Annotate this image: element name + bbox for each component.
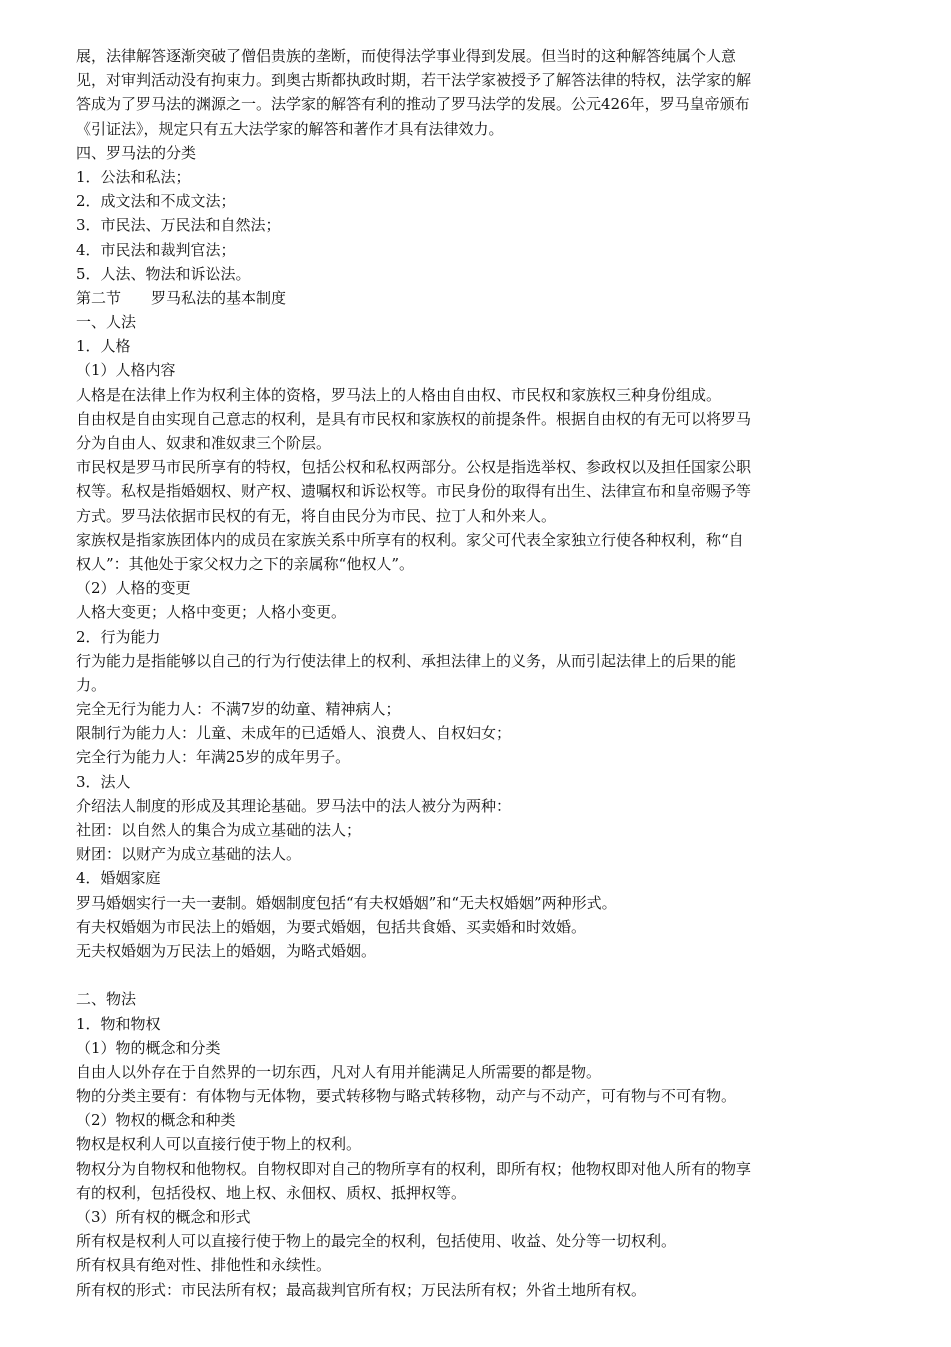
paragraph-line: 有的权利，包括役权、地上权、永佃权、质权、抵押权等。 — [76, 1183, 467, 1202]
paragraph-line: 完全无行为能力人：不满7岁的幼童、精神病人； — [76, 700, 401, 719]
subsection-heading: 4．婚姻家庭 — [76, 869, 161, 888]
subsection-heading: 2．行为能力 — [76, 627, 161, 646]
paragraph-line: 见，对审判活动没有拘束力。到奥古斯都执政时期，若干法学家被授予了解答法律的特权，法学家的解 — [76, 71, 752, 90]
paragraph-line: 所有权的形式：市民法所有权；最高裁判官所有权；万民法所有权；外省土地所有权。 — [76, 1280, 647, 1299]
paragraph-line: 方式。罗马法依据市民权的有无，将自由民分为市民、拉丁人和外来人。 — [76, 506, 557, 525]
paragraph-line: 所有权具有绝对性、排他性和永续性。 — [76, 1256, 332, 1275]
section-heading: 一、人法 — [76, 313, 137, 332]
subsubsection-heading: （3）所有权的概念和形式 — [76, 1208, 251, 1226]
paragraph-line: 权等。私权是指婚姻权、财产权、遗嘱权和诉讼权等。市民身份的取得有出生、法律宣布和皇帝赐予等 — [76, 482, 752, 501]
subsubsection-heading: （2）物权的概念和种类 — [76, 1111, 236, 1130]
paragraph-line: 限制行为能力人：儿童、未成年的已适婚人、浪费人、自权妇女； — [76, 724, 512, 743]
paragraph-line: 力。 — [76, 675, 107, 694]
paragraph-line: 介绍法人制度的形成及其理论基础。罗马法中的法人被分为两种： — [76, 796, 512, 815]
paragraph-line: 展，法律解答逐渐突破了僧侣贵族的垄断，而使得法学事业得到发展。但当时的这种解答纯属个人意 — [76, 47, 737, 65]
section-heading: 二、物法 — [76, 990, 137, 1009]
paragraph-line: 《引证法》，规定只有五大法学家的解答和著作才具有法律效力。 — [76, 119, 504, 138]
list-item: 5．人法、物法和诉讼法。 — [76, 264, 251, 283]
section-heading: 四、罗马法的分类 — [76, 143, 197, 162]
subsection-heading: 1．人格 — [76, 337, 131, 356]
paragraph-line: 行为能力是指能够以自己的行为行使法律上的权利、承担法律上的义务，从而引起法律上的后果的能 — [76, 651, 737, 670]
paragraph-line: 市民权是罗马市民所享有的特权，包括公权和私权两部分。公权是指选举权、参政权以及担任国家公职 — [76, 458, 752, 477]
paragraph-line: 答成为了罗马法的渊源之一。法学家的解答有利的推动了罗马法学的发展。公元426年，罗马皇帝颁布 — [76, 95, 750, 114]
paragraph-line: 所有权是权利人可以直接行使于物上的最完全的权利，包括使用、收益、处分等一切权利。 — [76, 1232, 677, 1251]
paragraph-line: 权人”：其他处于家父权力之下的亲属称“他权人”。 — [76, 554, 415, 573]
paragraph-line: 分为自由人、奴隶和准奴隶三个阶层。 — [76, 434, 332, 452]
paragraph-line: 罗马婚姻实行一夫一妻制。婚姻制度包括“有夫权婚姻”和“无夫权婚姻”两种形式。 — [76, 893, 617, 912]
paragraph-line: 无夫权婚姻为万民法上的婚姻，为略式婚姻。 — [76, 941, 377, 960]
list-item: 2．成文法和不成文法； — [76, 192, 236, 211]
blank-line — [76, 963, 836, 987]
subsection-heading: 3．法人 — [76, 772, 131, 791]
paragraph-line: 自由人以外存在于自然界的一切东西，凡对人有用并能满足人所需要的都是物。 — [76, 1062, 602, 1081]
subsubsection-heading: （1）人格内容 — [76, 361, 176, 380]
chapter-heading: 第二节 罗马私法的基本制度 — [76, 288, 287, 307]
list-item: 1．公法和私法； — [76, 167, 191, 186]
paragraph-line: 自由权是自由实现自己意志的权利，是具有市民权和家族权的前提条件。根据自由权的有无可以将罗马 — [76, 409, 752, 428]
document-body — [76, 44, 836, 1302]
paragraph-line: 人格是在法律上作为权利主体的资格，罗马法上的人格由自由权、市民权和家族权三种身份组成。 — [76, 385, 722, 404]
subsection-heading: 1．物和物权 — [76, 1014, 161, 1033]
paragraph-line: 人格大变更；人格中变更；人格小变更。 — [76, 603, 347, 622]
paragraph-line: 有夫权婚姻为市民法上的婚姻，为要式婚姻，包括共食婚、买卖婚和时效婚。 — [76, 917, 587, 936]
subsubsection-heading: （2）人格的变更 — [76, 579, 191, 598]
list-item: 3．市民法、万民法和自然法； — [76, 216, 281, 235]
paragraph-line: 社团：以自然人的集合为成立基础的法人； — [76, 821, 362, 839]
paragraph-line: 物权分为自物权和他物权。自物权即对自己的物所享有的权利，即所有权；他物权即对他人所有的物享 — [76, 1159, 752, 1178]
paragraph-line: 财团：以财产为成立基础的法人。 — [76, 845, 302, 864]
paragraph-line: 物的分类主要有：有体物与无体物，要式转移物与略式转移物，动产与不动产，可有物与不可有物。 — [76, 1087, 737, 1106]
paragraph-line: 家族权是指家族团体内的成员在家族关系中所享有的权利。家父可代表全家独立行使各种权利，称“自 — [76, 530, 744, 549]
subsubsection-heading: （1）物的概念和分类 — [76, 1038, 221, 1057]
paragraph-line: 物权是权利人可以直接行使于物上的权利。 — [76, 1135, 362, 1154]
list-item: 4．市民法和裁判官法； — [76, 240, 236, 259]
paragraph-line: 完全行为能力人：年满25岁的成年男子。 — [76, 748, 351, 767]
